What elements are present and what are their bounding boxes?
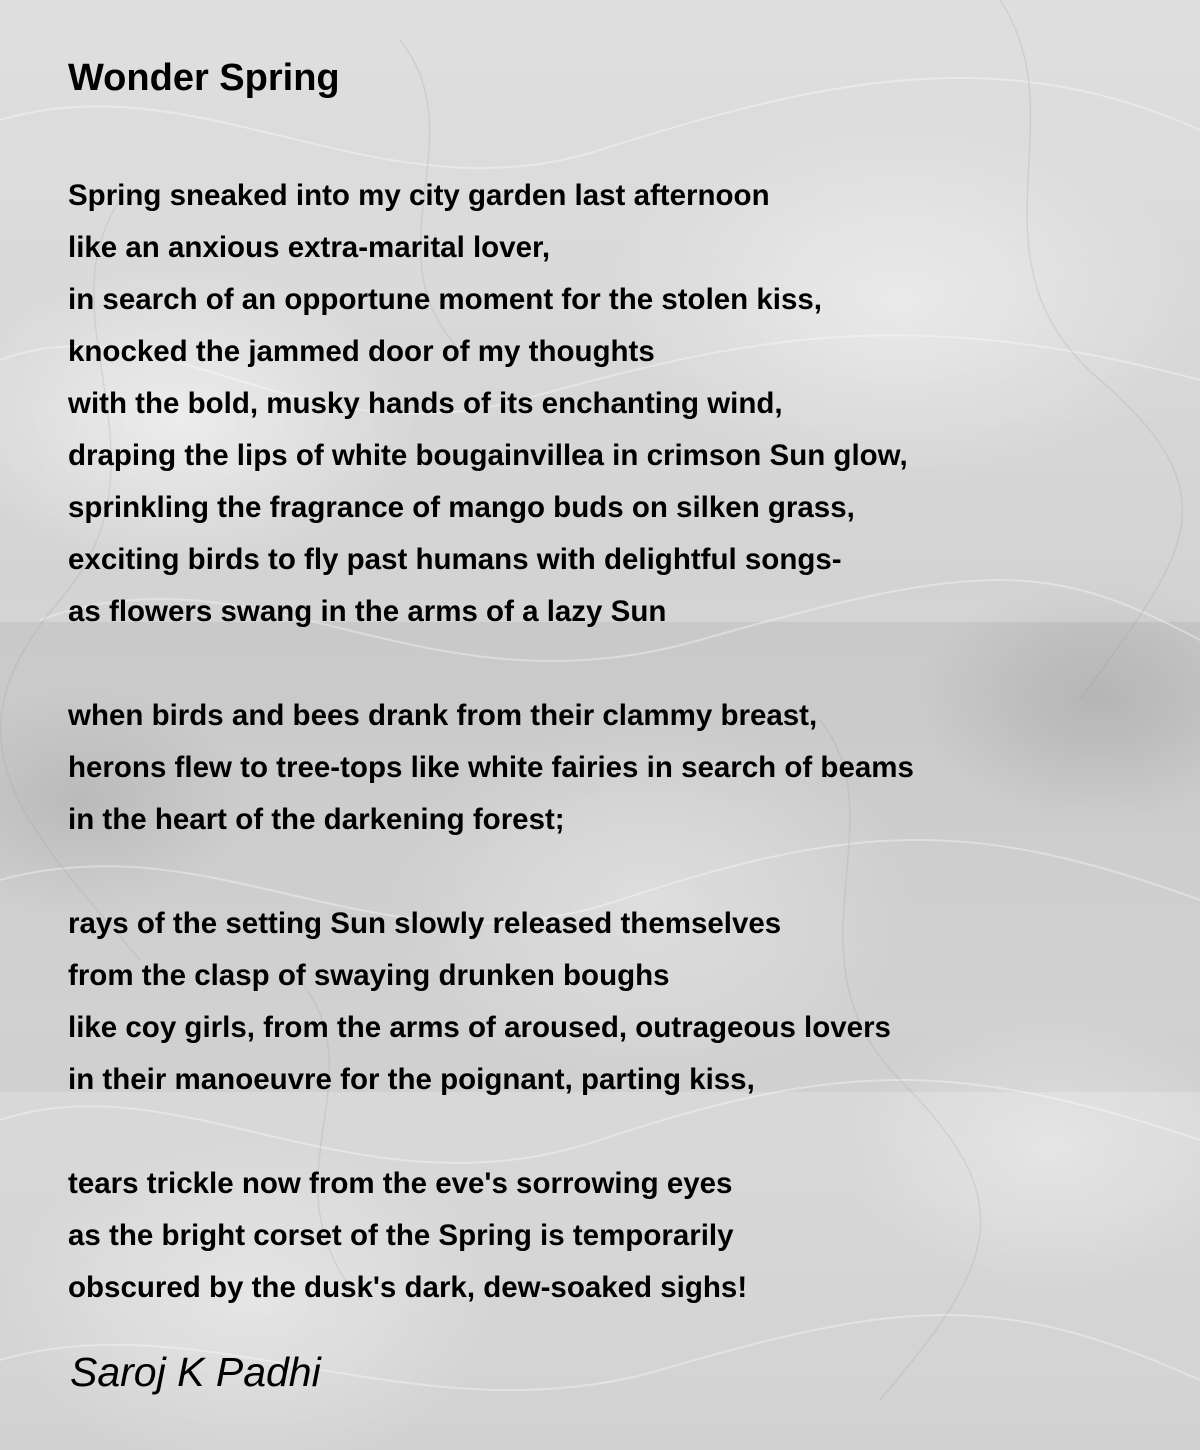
poem-line: knocked the jammed door of my thoughts xyxy=(68,335,655,368)
poem-line: as flowers swang in the arms of a lazy Sun xyxy=(68,595,667,628)
poem-line: tears trickle now from the eve's sorrowing eyes xyxy=(68,1167,733,1200)
stanza-3 xyxy=(68,898,1158,1106)
poem-author: Saroj K Padhi xyxy=(70,1349,321,1395)
poem-line: as the bright corset of the Spring is temporarily xyxy=(68,1219,734,1252)
poem-line: Spring sneaked into my city garden last afternoon xyxy=(68,179,770,212)
poem-line: from the clasp of swaying drunken boughs xyxy=(68,959,670,992)
stanza-2 xyxy=(68,690,1158,846)
poem-line: in the heart of the darkening forest; xyxy=(68,803,565,836)
poem-line: obscured by the dusk's dark, dew-soaked sighs! xyxy=(68,1271,748,1304)
poem-title: Wonder Spring xyxy=(68,57,340,99)
poem-line: exciting birds to fly past humans with delightful songs- xyxy=(68,543,842,576)
poem-line: like an anxious extra-marital lover, xyxy=(68,231,551,264)
poem-line: in search of an opportune moment for the stolen kiss, xyxy=(68,283,822,316)
poem-container xyxy=(68,52,1158,1314)
poem-line: sprinkling the fragrance of mango buds on silken grass, xyxy=(68,491,855,524)
poem-line: draping the lips of white bougainvillea in crimson Sun glow, xyxy=(68,439,908,472)
poem-line: in their manoeuvre for the poignant, parting kiss, xyxy=(68,1063,755,1096)
stanza-1 xyxy=(68,170,1158,638)
poem-line: with the bold, musky hands of its enchanting wind, xyxy=(68,387,783,420)
poem-line: when birds and bees drank from their clammy breast, xyxy=(68,699,818,732)
poem-line: rays of the setting Sun slowly released themselves xyxy=(68,907,782,940)
stanza-4 xyxy=(68,1158,1158,1314)
poem-line: like coy girls, from the arms of aroused, outrageous lovers xyxy=(68,1011,891,1044)
poem-body xyxy=(68,170,1158,1314)
poem-line: herons flew to tree-tops like white fairies in search of beams xyxy=(68,751,914,784)
